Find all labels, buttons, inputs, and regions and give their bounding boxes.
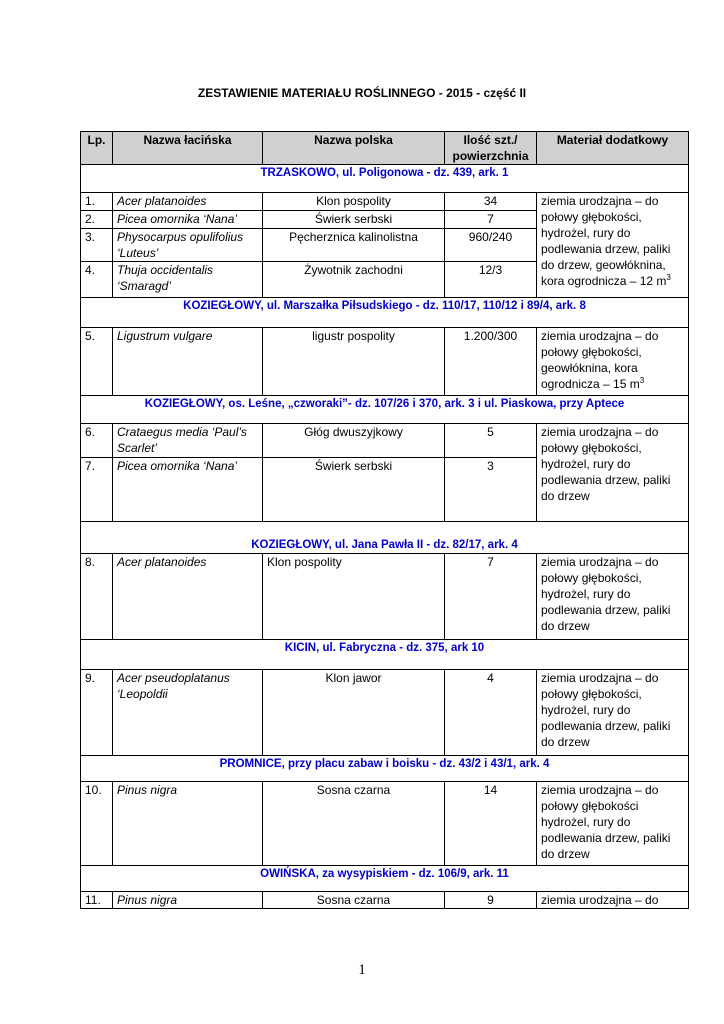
header-latin-name: Nazwa łacińska xyxy=(113,132,263,165)
section-additional-material: ziemia urodzajna – do połowy głębokości, hydrożel, rury do podlewania drzew, paliki do drzew xyxy=(537,670,689,756)
section-title: KICIN, ul. Fabryczna - dz. 375, ark 10 xyxy=(81,640,689,670)
section-additional-material: ziemia urodzajna – do połowy głębokości, hydrożel, rury do podlewania drzew, paliki do drzew xyxy=(537,554,689,640)
section-additional-material: ziemia urodzajna – do xyxy=(537,892,689,909)
row-latin: Physocarpus opulifolius ‘Luteus’ xyxy=(113,229,263,262)
row-polish: Pęcherznica kalinolistna xyxy=(263,229,445,262)
row-latin: Picea omornika ‘Nana’ xyxy=(113,211,263,229)
row-lp: 10. xyxy=(81,782,113,866)
row-lp: 2. xyxy=(81,211,113,229)
row-polish: Klon jawor xyxy=(263,670,445,756)
row-polish: Świerk serbski xyxy=(263,211,445,229)
section-additional-material: ziemia urodzajna – do połowy głębokości, hydrożel, rury do podlewania drzew, paliki do drzew xyxy=(537,424,689,522)
plant-materials-table xyxy=(80,131,689,909)
row-lp: 1. xyxy=(81,193,113,211)
section-title: PROMNICE, przy placu zabaw i boisku - dz. 43/2 i 43/1, ark. 4 xyxy=(81,756,689,782)
row-latin: Acer platanoides xyxy=(113,554,263,640)
row-qty: 960/240 xyxy=(445,229,537,262)
section-title: KOZIEGŁOWY, ul. Marszałka Piłsudskiego - dz. 110/17, 110/12 i 89/4, ark. 8 xyxy=(81,298,689,328)
row-lp: 6. xyxy=(81,424,113,458)
row-qty: 7 xyxy=(445,211,537,229)
row-polish: ligustr pospolity xyxy=(263,328,445,396)
section-additional-material: ziemia urodzajna – do połowy głębokości, hydrożel, rury do podlewania drzew, paliki do drzew, geowłóknina, kora ogrodnicza – 12 $m^3$ xyxy=(537,193,689,298)
row-lp: 4. xyxy=(81,262,113,298)
row-latin: Pinus nigra xyxy=(113,782,263,866)
row-lp: 11. xyxy=(81,892,113,909)
row-polish: Żywotnik zachodni xyxy=(263,262,445,298)
row-polish: Klon pospolity xyxy=(263,554,445,640)
row-qty: 34 xyxy=(445,193,537,211)
row-qty: 1.200/300 xyxy=(445,328,537,396)
section-title: KOZIEGŁOWY, os. Leśne, „czworaki”- dz. 107/26 i 370, ark. 3 i ul. Piaskowa, przy Aptece xyxy=(81,396,689,424)
row-qty: 14 xyxy=(445,782,537,866)
row-latin: Ligustrum vulgare xyxy=(113,328,263,396)
row-polish: Klon pospolity xyxy=(263,193,445,211)
row-polish: Sosna czarna xyxy=(263,782,445,866)
row-lp: 7. xyxy=(81,458,113,522)
header-polish-name: Nazwa polska xyxy=(263,132,445,165)
section-title: KOZIEGŁOWY, ul. Jana Pawła II - dz. 82/17, ark. 4 xyxy=(81,522,689,554)
row-latin: Acer pseudoplatanus ‘Leopoldii xyxy=(113,670,263,756)
row-lp: 8. xyxy=(81,554,113,640)
section-additional-material: ziemia urodzajna – do połowy głębokości, geowłóknina, kora ogrodnicza – 15 $m^3$ xyxy=(537,328,689,396)
row-qty: 12/3 xyxy=(445,262,537,298)
header-additional-material: Materiał dodatkowy xyxy=(537,132,689,165)
section-title: OWIŃSKA, za wysypiskiem - dz. 106/9, ark. 11 xyxy=(81,866,689,892)
row-polish: Głóg dwuszyjkowy xyxy=(263,424,445,458)
section-title: TRZASKOWO, ul. Poligonowa - dz. 439, ark. 1 xyxy=(81,165,689,193)
row-lp: 3. xyxy=(81,229,113,262)
row-latin: Pinus nigra xyxy=(113,892,263,909)
section-additional-material: ziemia urodzajna – do połowy głębokości hydrożel, rury do podlewania drzew, paliki do drzew xyxy=(537,782,689,866)
row-polish: Świerk serbski xyxy=(263,458,445,522)
row-qty: 3 xyxy=(445,458,537,522)
row-latin: Acer platanoides xyxy=(113,193,263,211)
row-latin: Picea omornika ‘Nana’ xyxy=(113,458,263,522)
row-qty: 7 xyxy=(445,554,537,640)
row-qty: 5 xyxy=(445,424,537,458)
row-lp: 9. xyxy=(81,670,113,756)
row-qty: 9 xyxy=(445,892,537,909)
header-quantity: Ilość szt./ powierzchnia xyxy=(445,132,537,165)
row-latin: Crataegus media ‘Paul’s Scarlet’ xyxy=(113,424,263,458)
row-latin: Thuja occidentalis ‘Smaragd’ xyxy=(113,262,263,298)
row-qty: 4 xyxy=(445,670,537,756)
page-number: 1 xyxy=(358,962,366,978)
row-polish: Sosna czarna xyxy=(263,892,445,909)
document-title: ZESTAWIENIE MATERIAŁU ROŚLINNEGO - 2015 - część II xyxy=(197,86,527,100)
header-lp: Lp. xyxy=(81,132,113,165)
row-lp: 5. xyxy=(81,328,113,396)
